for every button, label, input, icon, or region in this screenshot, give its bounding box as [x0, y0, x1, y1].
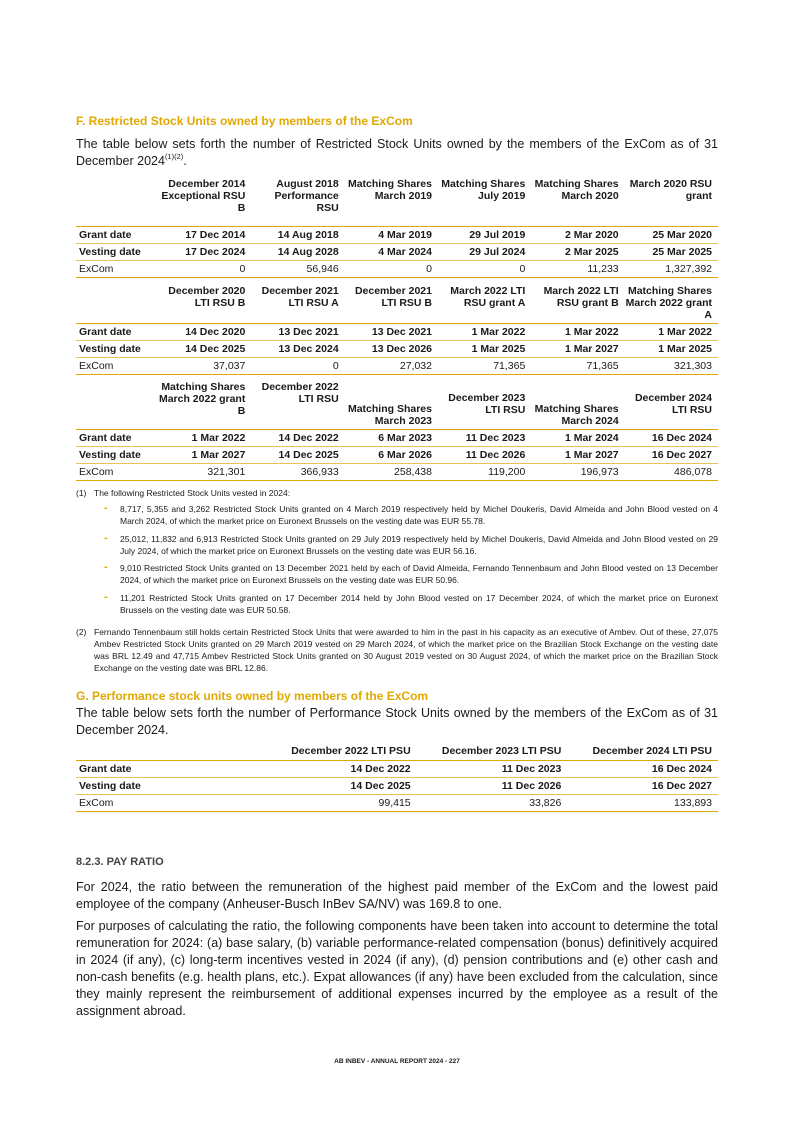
table-row [76, 341, 718, 358]
table-header-row [76, 285, 718, 324]
column-header: December 2021 LTI RSU B [345, 285, 438, 324]
table-cell: 1 Mar 2027 [531, 341, 624, 358]
footnote-bullet [104, 533, 718, 557]
table-cell: 14 Dec 2020 [158, 324, 251, 341]
table-cell: 17 Dec 2014 [158, 227, 251, 244]
table-row [76, 447, 718, 464]
footnote-bullet [104, 562, 718, 586]
rsu-table-3 [76, 381, 718, 481]
table-cell: 1 Mar 2027 [531, 447, 624, 464]
table-cell: 14 Aug 2018 [251, 227, 344, 244]
table-cell: 1 Mar 2022 [625, 324, 718, 341]
table-cell: 13 Dec 2021 [345, 324, 438, 341]
column-header: Matching Shares March 2024 [531, 381, 624, 430]
table-cell: 486,078 [625, 464, 718, 481]
row-label: ExCom [76, 795, 266, 812]
table-cell: 0 [345, 261, 438, 278]
table-cell: 33,826 [417, 795, 568, 812]
column-header: December 2024 LTI PSU [567, 745, 718, 761]
table-cell: 11,233 [531, 261, 624, 278]
bullet-text: 9,010 Restricted Stock Units granted on 13 December 2021 held by each of David Almeida, Fernando Tennenbaum and John Blood vested on 13 December 2024, of which the market price on Euronext Brussels on the vesting date was EUR 50.96. [120, 563, 718, 585]
table-row [76, 324, 718, 341]
column-header: March 2022 LTI RSU grant B [531, 285, 624, 324]
table-cell: 321,303 [625, 358, 718, 375]
table-cell: 14 Dec 2022 [266, 761, 417, 778]
row-label: Vesting date [76, 447, 158, 464]
bullet-text: 8,717, 5,355 and 3,262 Restricted Stock Units granted on 4 March 2019 respectively held by Michel Doukeris, David Almeida and John Blood vested on 4 March 2024, of which the market price on Euronext Brussels on the vesting date was EUR 55.78. [120, 504, 718, 526]
row-label: Vesting date [76, 778, 266, 795]
column-header: Matching Shares March 2022 grant A [625, 285, 718, 324]
header-blank [76, 381, 158, 430]
table-cell: 14 Dec 2022 [251, 430, 344, 447]
table-cell: 6 Mar 2026 [345, 447, 438, 464]
table-cell: 11 Dec 2026 [438, 447, 531, 464]
table-cell: 71,365 [438, 358, 531, 375]
table-cell: 29 Jul 2024 [438, 244, 531, 261]
section-g-intro: The table below sets forth the number of Performance Stock Units owned by the members of the ExCom as of 31 December 2024. [76, 706, 718, 737]
table-cell: 2 Mar 2025 [531, 244, 624, 261]
table-cell: 366,933 [251, 464, 344, 481]
table-cell: 27,032 [345, 358, 438, 375]
table-cell: 258,438 [345, 464, 438, 481]
table-row [76, 761, 718, 778]
footnote-1 [76, 487, 718, 499]
row-label: Grant date [76, 430, 158, 447]
table-cell: 16 Dec 2024 [567, 761, 718, 778]
column-header: March 2022 LTI RSU grant A [438, 285, 531, 324]
column-header: December 2020 LTI RSU B [158, 285, 251, 324]
table-cell: 16 Dec 2027 [625, 447, 718, 464]
table-cell: 321,301 [158, 464, 251, 481]
table-cell: 29 Jul 2019 [438, 227, 531, 244]
section-f-intro: The table below sets forth the number of Restricted Stock Units owned by the members of the ExCom as of 31 December $2024^{(1)(2)}$. [76, 137, 718, 168]
table-cell: 6 Mar 2023 [345, 430, 438, 447]
table-header-row [76, 745, 718, 761]
column-header: December 2022 LTI PSU [266, 745, 417, 761]
footnote-2 [76, 626, 718, 674]
page-footer: AB INBEV - ANNUAL REPORT 2024 - 227 [334, 1058, 460, 1065]
row-label: Vesting date [76, 244, 158, 261]
table-cell: 196,973 [531, 464, 624, 481]
table-cell: 1 Mar 2024 [531, 430, 624, 447]
table-header-row [76, 381, 718, 430]
table-cell: 11 Dec 2026 [417, 778, 568, 795]
table-cell: 2 Mar 2020 [531, 227, 624, 244]
bullet-dash: - [104, 591, 108, 603]
column-header: August 2018 Performance RSU [251, 178, 344, 227]
table-cell: 13 Dec 2024 [251, 341, 344, 358]
row-label: Vesting date [76, 341, 158, 358]
table-cell: 119,200 [438, 464, 531, 481]
header-blank [76, 285, 158, 324]
table-cell: 11 Dec 2023 [417, 761, 568, 778]
column-header: Matching Shares March 2020 [531, 178, 624, 227]
table-header-row [76, 178, 718, 227]
table-cell: 14 Dec 2025 [251, 447, 344, 464]
table-cell: 4 Mar 2019 [345, 227, 438, 244]
table-cell: 37,037 [158, 358, 251, 375]
table-cell: 1 Mar 2022 [158, 430, 251, 447]
column-header: December 2021 LTI RSU A [251, 285, 344, 324]
pay-ratio-paragraph-1: For 2024, the ratio between the remuneration of the highest paid member of the ExCom and the lowest paid employee of the company (Anheuser-Busch InBev SA/NV) was 169.8 to one. [76, 880, 718, 911]
bullet-text: 11,201 Restricted Stock Units granted on 17 December 2014 held by John Blood vested on 17 December 2024, of which the market price on Euronext Brussels on the vesting date was EUR 50.58. [120, 593, 718, 615]
table-cell: 1 Mar 2027 [158, 447, 251, 464]
pay-ratio-paragraph-2: For purposes of calculating the ratio, the following components have been taken into account to determine the total remuneration for 2024: (a) base salary, (b) variable performance-related compensation (bonus) definitively acquired in 2024 (if any), (c) long-term incentives vested in 2024 (if any), (d) pension contributions and (e) other cash and non-cash benefits (e.g. health plans, etc.). Expat allowances (if any) have been excluded from the calculation, since they mainly represent the reimbursement of additional expenses incurred by the employee as a result of the assignment abroad. [76, 919, 718, 1018]
footnote-text: Fernando Tennenbaum still holds certain Restricted Stock Units that were awarded to him in the past in his capacity as an executive of Ambev. Out of these, 27,075 Ambev Restricted Stock Units granted on 29 March 2019 vested on 29 March 2024, of which the market price on the Brazilian Stock Exchange on the vesting date was BRL 12.49 and 47,715 Ambev Restricted Stock Units granted on 30 August 2019 vested on 30 August 2024, of which the market price on the Brazilian Stock Exchange on the vesting date was BRL 12.86. [94, 627, 718, 673]
column-header: December 2023 LTI RSU [438, 381, 531, 430]
column-header: December 2014 Exceptional RSU B [158, 178, 251, 227]
footnote-bullet [104, 503, 718, 527]
column-header: Matching Shares March 2022 grant B [158, 381, 251, 430]
table-cell: 16 Dec 2027 [567, 778, 718, 795]
row-label: ExCom [76, 261, 158, 278]
header-blank [76, 745, 266, 761]
row-label: Grant date [76, 761, 266, 778]
table-row [76, 358, 718, 375]
table-cell: 71,365 [531, 358, 624, 375]
table-cell: 11 Dec 2023 [438, 430, 531, 447]
table-row [76, 795, 718, 812]
bullet-text: 25,012, 11,832 and 6,913 Restricted Stock Units granted on 29 July 2019 respectively held by Michel Doukeris, David Almeida and John Blood vested on 29 July 2024, of which the market price on Euronext Brussels on the vesting date was EUR 56.16. [120, 534, 718, 556]
table-cell: 17 Dec 2024 [158, 244, 251, 261]
bullet-dash: - [104, 532, 108, 544]
table-row [76, 227, 718, 244]
table-cell: 14 Aug 2028 [251, 244, 344, 261]
table-cell: 1 Mar 2022 [438, 324, 531, 341]
table-row [76, 778, 718, 795]
table-cell: 1 Mar 2025 [438, 341, 531, 358]
rsu-table-1 [76, 178, 718, 278]
row-label: Grant date [76, 324, 158, 341]
table-row [76, 430, 718, 447]
header-blank [76, 178, 158, 227]
table-row [76, 244, 718, 261]
column-header: December 2022 LTI RSU [251, 381, 344, 430]
bullet-dash: - [104, 502, 108, 514]
table-cell: 14 Dec 2025 [158, 341, 251, 358]
table-cell: 0 [438, 261, 531, 278]
table-cell: 1 Mar 2025 [625, 341, 718, 358]
column-header: December 2023 LTI PSU [417, 745, 568, 761]
column-header: December 2024 LTI RSU [625, 381, 718, 430]
table-cell: 14 Dec 2025 [266, 778, 417, 795]
table-row [76, 464, 718, 481]
section-g-title: G. Performance stock units owned by members of the ExCom [76, 689, 429, 703]
footnote-bullet [104, 592, 718, 616]
row-label: ExCom [76, 358, 158, 375]
table-cell: 0 [251, 358, 344, 375]
table-row [76, 261, 718, 278]
column-header: Matching Shares March 2023 [345, 381, 438, 430]
table-cell: 25 Mar 2020 [625, 227, 718, 244]
row-label: ExCom [76, 464, 158, 481]
rsu-table-2 [76, 285, 718, 375]
pay-ratio-title: 8.2.3. PAY RATIO [76, 856, 164, 868]
footnote-marker: (2) [76, 627, 87, 637]
table-cell: 13 Dec 2021 [251, 324, 344, 341]
bullet-dash: - [104, 561, 108, 573]
table-cell: 1 Mar 2022 [531, 324, 624, 341]
table-cell: 0 [158, 261, 251, 278]
section-f-title: F. Restricted Stock Units owned by members of the ExCom [76, 114, 413, 128]
table-cell: 133,893 [567, 795, 718, 812]
footnote-marker: (1) [76, 488, 87, 498]
column-header: Matching Shares July 2019 [438, 178, 531, 227]
table-cell: 99,415 [266, 795, 417, 812]
column-header: Matching Shares March 2019 [345, 178, 438, 227]
table-cell: 56,946 [251, 261, 344, 278]
table-cell: 1,327,392 [625, 261, 718, 278]
table-cell: 25 Mar 2025 [625, 244, 718, 261]
psu-table [76, 745, 718, 812]
column-header: March 2020 RSU grant [625, 178, 718, 227]
table-cell: 4 Mar 2024 [345, 244, 438, 261]
footnote-text: The following Restricted Stock Units vested in 2024: [94, 488, 291, 498]
table-cell: 16 Dec 2024 [625, 430, 718, 447]
row-label: Grant date [76, 227, 158, 244]
table-cell: 13 Dec 2026 [345, 341, 438, 358]
